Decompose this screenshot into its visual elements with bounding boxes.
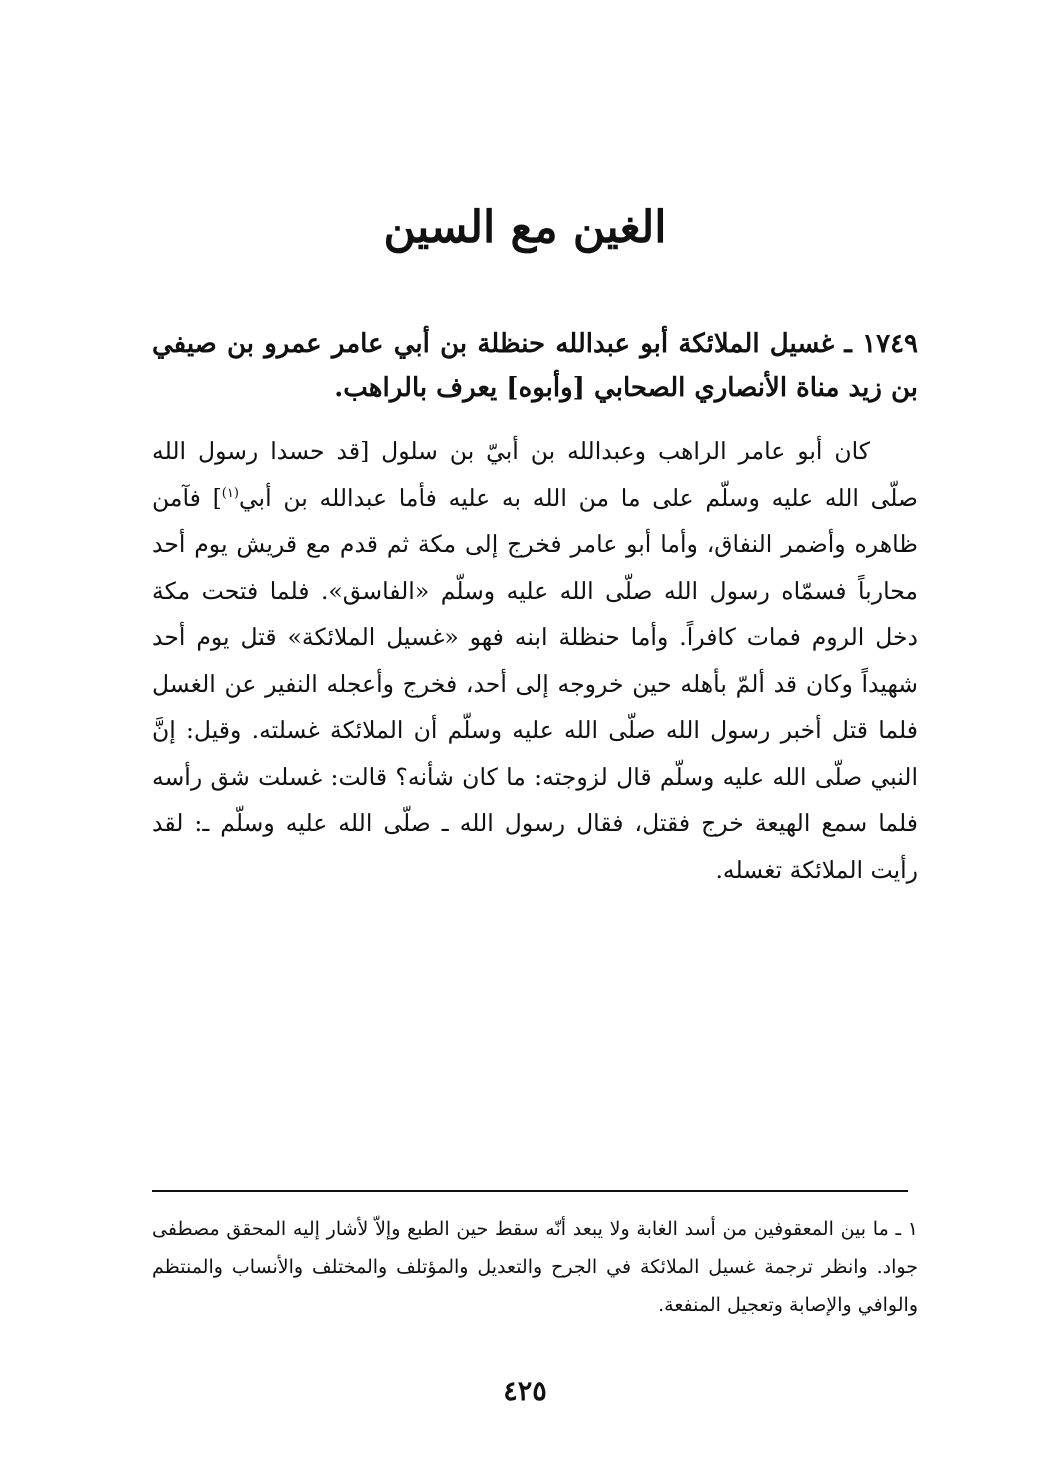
footnote-1: ١ ـ ما بين المعقوفين من أسد الغابة ولا يبعد أنّه سقط حين الطبع وإلاّ لأشار إليه المحقق مصطفى جواد. وانظر ترجمة غسيل الملائكة في الجرح والتعديل والمؤتلف والمختلف والأنساب والمنتظم والوافي والإصابة وتعجيل المنفعة. [152,1218,918,1316]
footnote-divider [152,1190,908,1192]
entry-heading: ١٧٤٩ ـ غسيل الملائكة أبو عبدالله حنظلة بن أبي عامر عمرو بن صيفي بن زيد مناة الأنصاري الصحابي [وأبوه] يعرف بالراهب. [152,329,918,403]
page-number: ٤٢٥ [503,1376,547,1407]
footnotes [152,1210,918,1324]
page-title: الغين مع السين [383,202,667,253]
body-text-part-2: ] فآمن ظاهره وأضمر النفاق، وأما أبو عامر فخرج إلى مكة ثم قدم مع قريش يوم أحد محارباً فسمّاه رسول الله صلّى الله عليه وسلّم «الفاسق». فلما فتحت مكة دخل الروم فمات كافراً. وأما حنظلة ابنه فهو «غسيل الملائكة» قتل يوم أحد شهيداً وكان قد ألمّ بأهله حين خروجه إلى أحد، فخرج وأعجله النفير عن الغسل فلما قتل أخبر رسول الله صلّى الله عليه وسلّم أن الملائكة غسلته. وقيل: إنَّ النبي صلّى الله عليه وسلّم قال لزوجته: ما كان شأنه؟ قالت: غسلت شق رأسه فلما سمع الهيعة خرج فقتل، فقال رسول الله ـ صلّى الله عليه وسلّم ـ: لقد رأيت الملائكة تغسله. [152,483,918,884]
footnote-reference: (١) [221,485,239,501]
body-text-part-1: كان أبو عامر الراهب وعبدالله بن أبيّ بن سلول [قد حسدا رسول الله صلّى الله عليه وسلّم على ما من الله به عليه فأما عبدالله بن أبي [152,437,918,512]
body-text [152,428,918,893]
body-paragraph [152,428,918,893]
